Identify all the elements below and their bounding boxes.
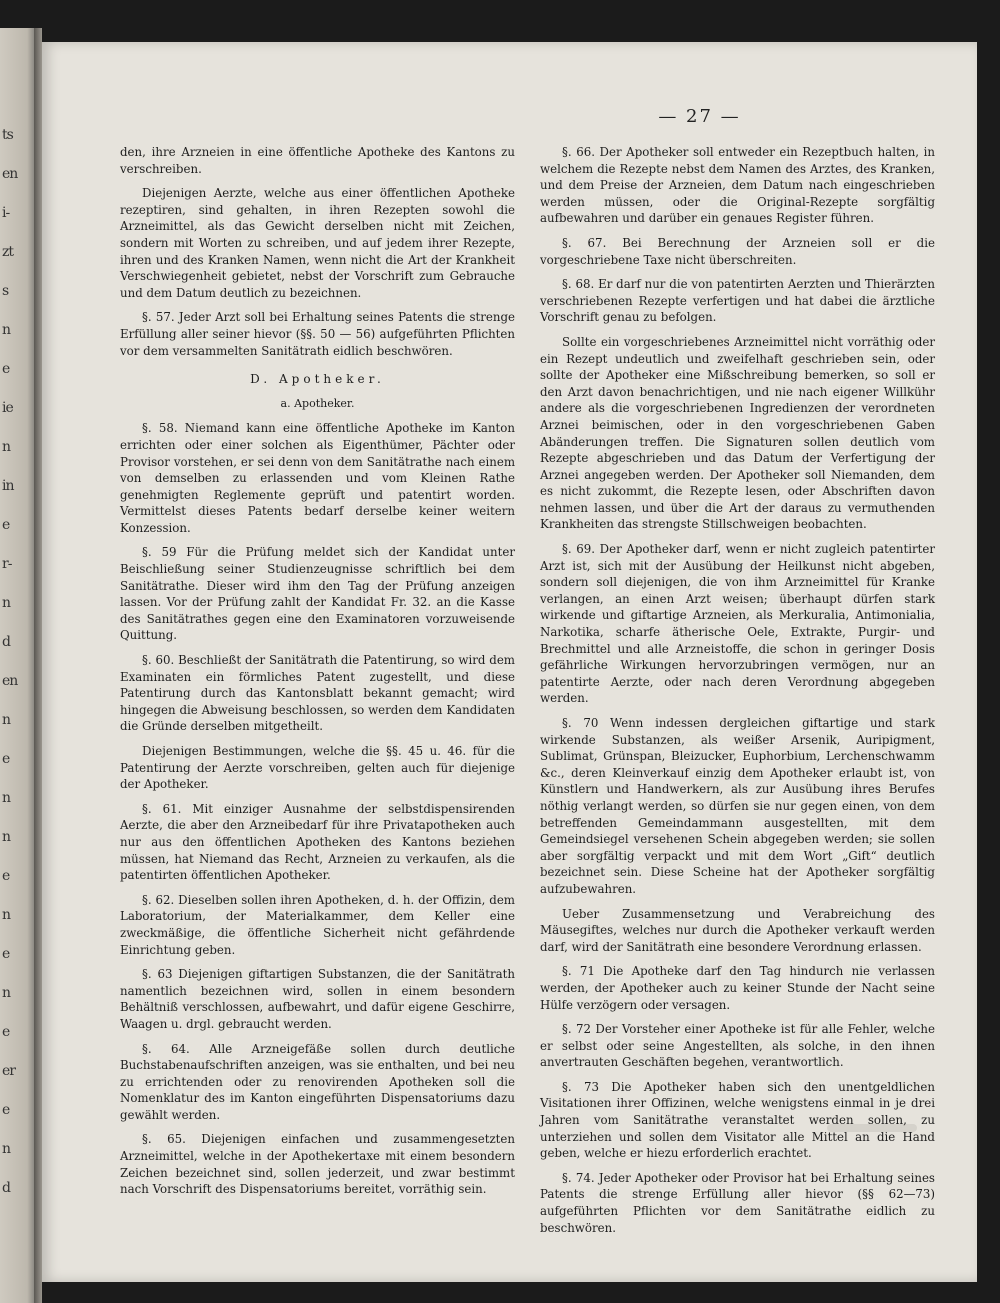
previous-page-fragment: e xyxy=(2,1024,10,1040)
previous-page-fragment: d xyxy=(2,634,10,650)
previous-page-fragment: n xyxy=(2,439,11,455)
section-subheading: a. Apotheker. xyxy=(280,396,355,410)
paragraph: §. 61. Mit einziger Ausnahme der selbstdispensirenden Aerzte, die aber den Arzneibedarf für ihre Privatapotheken auch nur aus den öffentlichen Apotheken des Kantons beziehen müssen, hat Niemand das Recht, Arzneien zu verkaufen, als die patentirten öffentlichen Apotheker. xyxy=(120,801,515,883)
section-heading: D. Apotheker. xyxy=(250,372,385,387)
page-number: — 27 — xyxy=(658,106,741,127)
paragraph: §. 68. Er darf nur die von patentirten Aerzten und Thierärzten verschriebenen Rezepte verfertigen und hat dabei die ärztliche Vorschrift genau zu befolgen. xyxy=(540,277,935,325)
previous-page-fragment: i- xyxy=(2,205,10,221)
previous-page-fragment: n xyxy=(2,829,11,845)
previous-page-fragment: in xyxy=(2,478,14,494)
paragraph: Diejenigen Aerzte, welche aus einer öffentlichen Apotheke rezeptiren, sind gehalten, in ihren Rezepten sowohl die Arzneimittel, als das Gewicht derselben nicht mit Zeichen, sondern mit Worten zu schreiben, und auf jedem ihrer Rezepte, ihren und des Kranken Namen, wenn nicht die Art der Krankheit Verschwiegenheit gebietet, nebst der Vorschrift zum Gebrauche und dem Datum deutlich zu bezeichnen. xyxy=(120,186,515,300)
previous-page-fragment: d xyxy=(2,1180,10,1196)
right-paragraphs xyxy=(540,144,935,1236)
page xyxy=(42,42,977,1282)
previous-page-fragment: e xyxy=(2,946,10,962)
left-column xyxy=(120,144,515,1206)
paragraph: §. 72 Der Vorsteher einer Apotheke ist für alle Fehler, welche er selbst oder seine Angestellten, als solche, in den ihnen anvertrauten Geschäften begehen, verantwortlich. xyxy=(540,1022,935,1070)
paragraph: Sollte ein vorgeschriebenes Arzneimittel nicht vorräthig oder ein Rezept undeutlich und zweifelhaft geschrieben sein, oder sollte der Apotheker eine Mißschreibung bemerken, so soll er den Arzt davon benachrichtigen, und nie nach eigener Willkühr andere als die vorgeschriebenen Ingredienzen der verordneten Arznei beimischen, oder in den vorgeschriebenen Gaben Abänderungen treffen. Die Signaturen sollen deutlich vom Rezepte abgeschrieben und das Datum der Verfertigung der Arznei angegeben werden. Der Apotheker soll Niemanden, dem es nicht zukommt, die Rezepte lesen, oder Abschriften davon nehmen lassen, und über die Art der daraus zu vermuthenden Krankheiten das strengste Stillschweigen beobachten. xyxy=(540,334,935,532)
previous-page-fragment: e xyxy=(2,361,10,377)
paragraph: Ueber Zusammensetzung und Verabreichung des Mäusegiftes, welches nur durch die Apotheker verkauft werden darf, wird der Sanitätrath eine besondere Verordnung erlassen. xyxy=(540,906,935,954)
previous-page-fragment: e xyxy=(2,1102,10,1118)
paragraph: §. 71 Die Apotheke darf den Tag hindurch nie verlassen werden, der Apotheker auch zu keiner Stunde der Nacht seine Hülfe verzögern oder versagen. xyxy=(540,964,935,1012)
previous-page-fragment: n xyxy=(2,790,11,806)
right-column xyxy=(540,144,935,1244)
left-paragraphs-bottom xyxy=(120,420,515,1198)
paragraph: §. 57. Jeder Arzt soll bei Erhaltung seines Patents die strenge Erfüllung aller seiner hievor (§§. 50 — 56) aufgeführten Pflichten vor dem versammelten Sanitätrath eidlich beschwören. xyxy=(120,310,515,358)
previous-page-fragment: n xyxy=(2,1141,11,1157)
previous-page-edge xyxy=(0,28,34,1303)
previous-page-fragment: n xyxy=(2,595,11,611)
paragraph: §. 59 Für die Prüfung meldet sich der Kandidat unter Beischließung seiner Studienzeugnisse schriftlich bei dem Sanitätrathe. Dieser wird ihm den Tag der Prüfung anzeigen lassen. Vor der Prüfung zahlt der Kandidat Fr. 32. an die Kasse des Sanitätrathes gegen eine den Examinatoren vorzuweisende Quittung. xyxy=(120,545,515,643)
paper-stain xyxy=(827,1124,917,1132)
previous-page-fragment: n xyxy=(2,985,11,1001)
paragraph: §. 66. Der Apotheker soll entweder ein Rezeptbuch halten, in welchem die Rezepte nebst dem Namen des Arztes, des Kranken, und dem Preise der Arzneien, dem Datum nach eingeschrieben werden müssen, oder die Original-Rezepte sorgfältig aufbewahren und darüber ein genaues Register führen. xyxy=(540,145,935,226)
previous-page-fragment: e xyxy=(2,751,10,767)
paragraph: §. 67. Bei Berechnung der Arzneien soll er die vorgeschriebene Taxe nicht überschreiten. xyxy=(540,235,935,267)
previous-page-fragment: s xyxy=(2,283,9,299)
paragraph: §. 64. Alle Arzneigefäße sollen durch deutliche Buchstabenaufschriften anzeigen, was sie enthalten, und bei neu zu errichtenden oder zu renovirenden Apotheken soll die Nomenklatur des im Kanton eingeführten Dispensatoriums dazu gewählt werden. xyxy=(120,1041,515,1122)
previous-page-fragment: ts xyxy=(2,127,13,143)
previous-page-fragment: n xyxy=(2,712,11,728)
paragraph: §. 65. Diejenigen einfachen und zusammengesetzten Arzneimittel, welche in der Apothekertaxe mit einem besondern Zeichen bezeichnet sind, sollen jederzeit, und zwar bestimmt nach Vorschrift des Dispensatoriums bereitet, vorräthig sein. xyxy=(120,1132,515,1197)
paragraph: §. 63 Diejenigen giftartigen Substanzen, die der Sanitätrath namentlich bezeichnen wird, sollen in einem besondern Behältniß verschlossen, aufbewahrt, und dafür eigene Geschirre, Waagen u. drgl. gebraucht werden. xyxy=(120,967,515,1031)
paragraph: §. 70 Wenn indessen dergleichen giftartige und stark wirkende Substanzen, als weißer Arsenik, Auripigment, Sublimat, Grünspan, Bleizucker, Euphorbium, Lerchenschwamm &c., deren Kleinverkauf einzig dem Apotheker erlaubt ist, von Künstlern und Handwerkern, als zur Ausübung ihres Berufes nöthig verlangt werden, so dürfen sie nur gegen einen, von dem betreffenden Gemeindammann ausgestellten, mit dem Gemeindsiegel versehenen Schein abgegeben werden; sie sollen aber sorgfältig verpackt und mit dem Wort „Gift“ deutlich bezeichnet sein. Diese Scheine hat der Apotheker sorgfältig aufzubewahren. xyxy=(540,716,935,896)
paragraph: §. 60. Beschließt der Sanitätrath die Patentirung, so wird dem Examinaten ein förmliches Patent zugestellt, und diese Patentirung durch das Kantonsblatt bekannt gemacht; wird hingegen die Abweisung beschlossen, so werden dem Kandidaten die Gründe derselben mitgetheilt. xyxy=(120,653,515,734)
previous-page-fragment: r- xyxy=(2,556,12,572)
previous-page-fragment: n xyxy=(2,322,11,338)
previous-page-fragment: en xyxy=(2,673,18,689)
previous-page-fragment: e xyxy=(2,868,10,884)
paragraph: §. 74. Jeder Apotheker oder Provisor hat bei Erhaltung seines Patents die strenge Erfüllung aller hievor (§§ 62—73) aufgeführten Pflichten vor dem Sanitätrathe eidlich zu beschwören. xyxy=(540,1170,935,1235)
previous-page-fragment: n xyxy=(2,907,11,923)
paragraph: Diejenigen Bestimmungen, welche die §§. 45 u. 46. für die Patentirung der Aerzte vorschreiben, gelten auch für diejenige der Apotheker. xyxy=(120,744,515,792)
paragraph: den, ihre Arzneien in eine öffentliche Apotheke des Kantons zu verschreiben. xyxy=(120,145,515,176)
previous-page-fragment: zt xyxy=(2,244,14,260)
previous-page-fragment: ie xyxy=(2,400,13,416)
paragraph: §. 62. Dieselben sollen ihren Apotheken, d. h. der Offizin, dem Laboratorium, der Materialkammer, dem Keller eine zweckmäßige, die öffentliche Sicherheit nicht gefährdende Einrichtung geben. xyxy=(120,892,515,957)
previous-page-fragment: er xyxy=(2,1063,15,1079)
paragraph: §. 58. Niemand kann eine öffentliche Apotheke im Kanton errichten oder einer solchen als Eigenthümer, Pächter oder Provisor vorstehen, er sei denn von dem Sanitätrathe nach einem von demselben zu erlassenden und vom Kleinen Rathe genehmigten Reglemente geprüft und patentirt worden. Vermittelst dieses Patents bedarf derselbe keiner weitern Konzession. xyxy=(120,421,515,535)
paragraph: §. 73 Die Apotheker haben sich den unentgeldlichen Visitationen ihrer Offizinen, welche wenigstens einmal in je drei Jahren vom Sanitätrathe veranstaltet werden sollen, zu unterziehen und sollen dem Visitator alle Mittel an die Hand geben, welche er hiezu erforderlich erachtet. xyxy=(540,1079,935,1161)
left-paragraphs-top xyxy=(120,144,515,359)
book-spine xyxy=(34,28,42,1303)
previous-page-fragment: e xyxy=(2,517,10,533)
paragraph: §. 69. Der Apotheker darf, wenn er nicht zugleich patentirter Arzt ist, sich mit der Ausübung der Heilkunst nicht abgeben, sondern soll diejenigen, die von ihm Arzneimittel für Kranke verlangen, an einen Arzt weisen; überhaupt dürfen stark wirkende und giftartige Arzneien, als Merkuralia, Antimonialia, Narkotika, scharfe ätherische Oele, Extrakte, Purgir- und Brechmittel und alle Arzneistoffe, die schon in geringer Dosis gefährliche Wirkungen hervorzubringen vermögen, nur an patentirte Aerzte, oder nach deren Verordnung abgegeben werden. xyxy=(540,542,935,706)
previous-page-fragment: en xyxy=(2,166,18,182)
